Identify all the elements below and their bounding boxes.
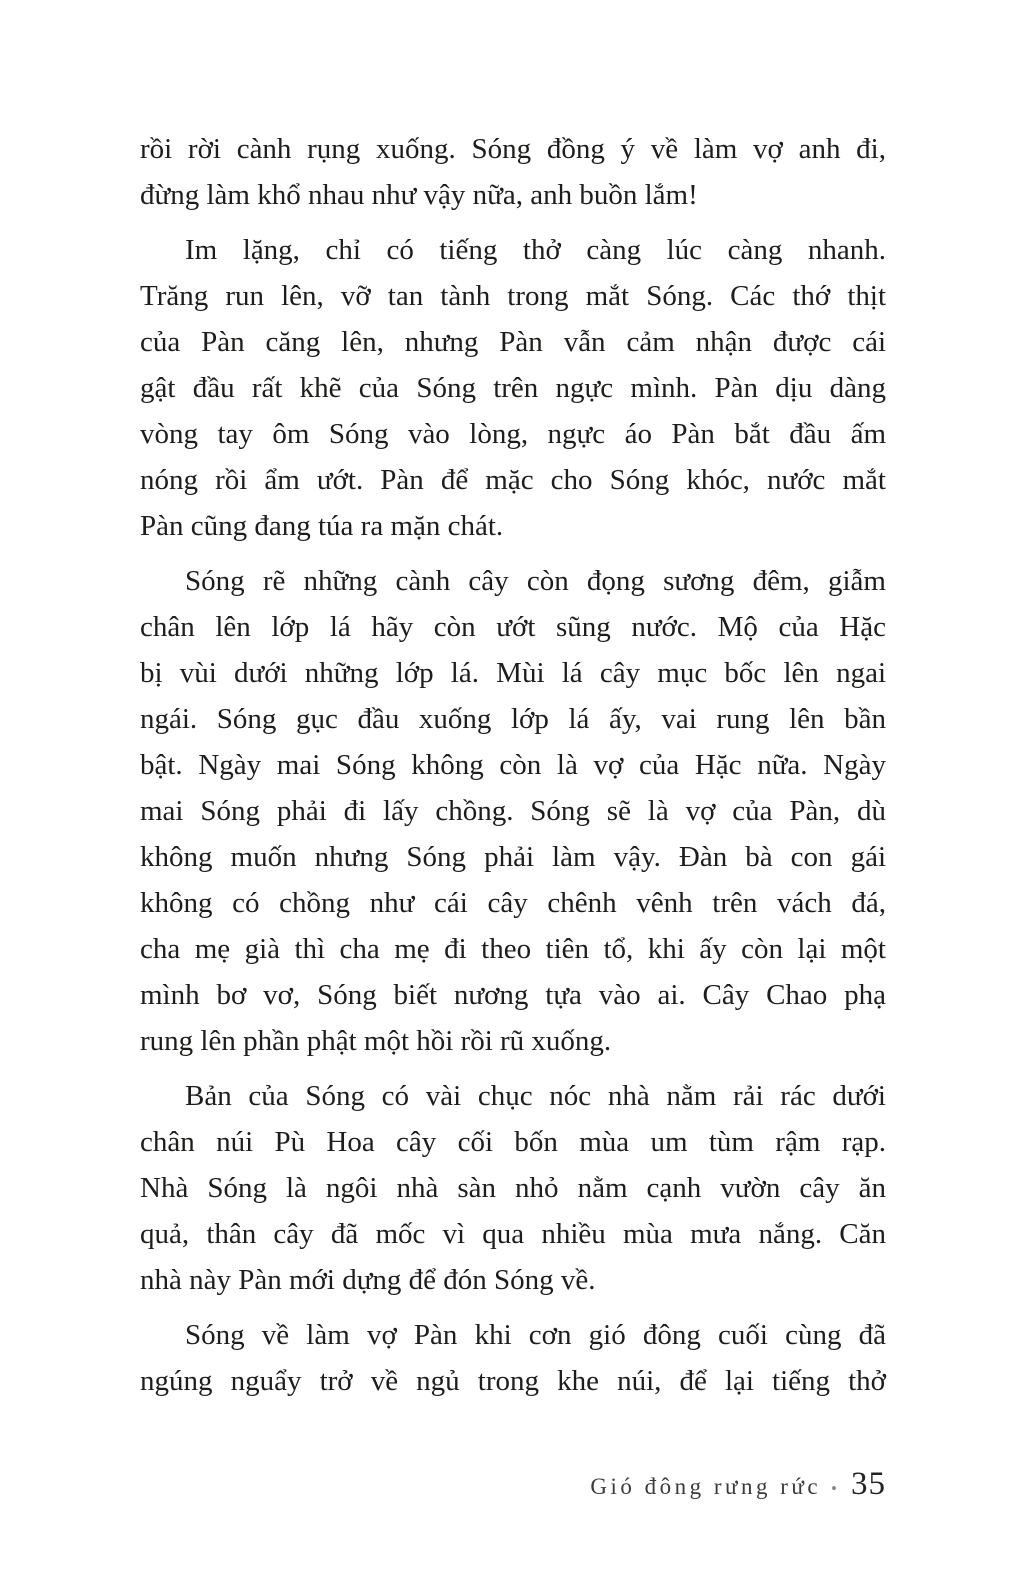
page-footer	[590, 1466, 886, 1503]
text-line: đừng làm khổ nhau như vậy nữa, anh buồn lắm!	[140, 179, 698, 211]
text-line: nóng rồi ẩm ướt. Pàn để mặc cho Sóng khóc, nước mắt	[140, 464, 886, 496]
text-line: chân lên lớp lá hãy còn ướt sũng nước. Mộ của Hặc	[140, 611, 886, 643]
running-title: Gió đông rưng rức	[590, 1474, 822, 1499]
text-line: Bản của Sóng có vài chục nóc nhà nằm rải rác dưới	[185, 1080, 886, 1112]
text-line: mai Sóng phải đi lấy chồng. Sóng sẽ là vợ của Pàn, dù	[140, 795, 886, 827]
text-line: của Pàn căng lên, nhưng Pàn vẫn cảm nhận được cái	[140, 326, 886, 358]
text-line: Im lặng, chỉ có tiếng thở càng lúc càng nhanh.	[185, 234, 886, 266]
text-line: nhà này Pàn mới dựng để đón Sóng về.	[140, 1264, 596, 1296]
text-line: mình bơ vơ, Sóng biết nương tựa vào ai. Cây Chao phạ	[140, 979, 886, 1011]
text-line: ngái. Sóng gục đầu xuống lớp lá ấy, vai rung lên bần	[140, 703, 886, 735]
text-line: không muốn nhưng Sóng phải làm vậy. Đàn bà con gái	[140, 841, 886, 873]
text-line: cha mẹ già thì cha mẹ đi theo tiên tổ, khi ấy còn lại một	[140, 933, 886, 965]
paragraph	[140, 227, 886, 549]
text-line: ngúng nguẩy trở về ngủ trong khe núi, để lại tiếng thở	[140, 1365, 886, 1397]
separator-dot-icon: •	[831, 1479, 837, 1498]
text-line: bị vùi dưới những lớp lá. Mùi lá cây mục bốc lên ngai	[140, 657, 886, 689]
text-line: gật đầu rất khẽ của Sóng trên ngực mình. Pàn dịu dàng	[140, 372, 886, 404]
text-line: vòng tay ôm Sóng vào lòng, ngực áo Pàn bắt đầu ấm	[140, 418, 886, 450]
text-line: Pàn cũng đang túa ra mặn chát.	[140, 510, 504, 542]
paragraph	[140, 126, 886, 218]
paragraph	[140, 558, 886, 1064]
page-text	[140, 126, 886, 1404]
paragraph	[140, 1312, 886, 1404]
text-line: Trăng run lên, vỡ tan tành trong mắt Sóng. Các thớ thịt	[140, 280, 886, 312]
text-line: chân núi Pù Hoa cây cối bốn mùa um tùm rậm rạp.	[140, 1126, 886, 1158]
text-line: Sóng rẽ những cành cây còn đọng sương đêm, giẫm	[185, 565, 886, 597]
text-line: quả, thân cây đã mốc vì qua nhiều mùa mưa nắng. Căn	[140, 1218, 886, 1250]
text-line: bật. Ngày mai Sóng không còn là vợ của Hặc nữa. Ngày	[140, 749, 886, 781]
page-number: 35	[851, 1466, 886, 1502]
text-line: không có chồng như cái cây chênh vênh trên vách đá,	[140, 887, 886, 919]
paragraph	[140, 1073, 886, 1303]
text-line: rồi rời cành rụng xuống. Sóng đồng ý về làm vợ anh đi,	[140, 133, 886, 165]
text-line: Nhà Sóng là ngôi nhà sàn nhỏ nằm cạnh vườn cây ăn	[140, 1172, 886, 1204]
text-line: Sóng về làm vợ Pàn khi cơn gió đông cuối cùng đã	[185, 1319, 886, 1351]
text-line: rung lên phần phật một hồi rồi rũ xuống.	[140, 1025, 612, 1057]
